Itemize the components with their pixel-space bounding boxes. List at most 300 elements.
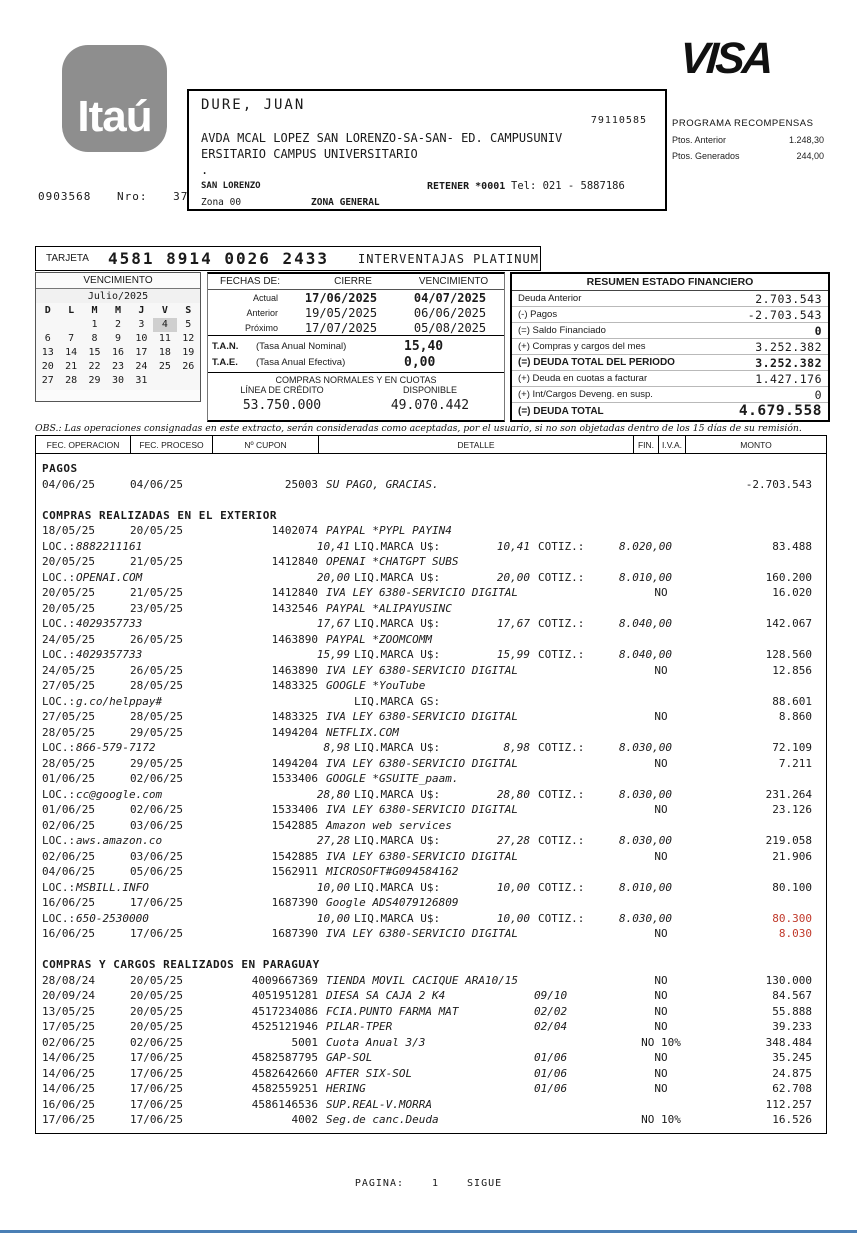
cell-usd-amount: 8,98 [503,741,530,754]
cell-liq-label: LIQ.MARCA U$: [354,880,441,894]
cell-monto [702,895,826,911]
cell-cupon: 4517234086 [251,1004,318,1018]
cell-cupon: 1533406 [271,803,318,816]
cell-cupon: 1687390 [271,927,318,940]
table-row-transaction [36,802,826,818]
table-row-loc-detail [36,740,826,756]
calendar-day: 26 [182,361,195,372]
calendar-day: 17 [135,347,148,358]
summary-row-label: (+) Int/Cargos Deveng. en susp. [518,389,653,400]
cell-monto [702,771,826,787]
calendar-day [177,374,200,388]
cell-fecha-proceso: 28/05/25 [130,679,183,692]
cell-fin-iva: NO [654,1082,668,1095]
cell-detalle: OPENAI *CHATGPT SUBS [326,555,459,568]
rewards-program [672,118,824,167]
zona-name: ZONA GENERAL [311,197,380,208]
cell-detalle: Amazon web services [326,818,452,832]
cell-monto [702,554,826,570]
cell-monto: 35.245 [772,1051,812,1064]
cell-cuota [534,1112,620,1128]
cell-cotiz-rate: 8.030,00 [619,741,672,754]
cell-fin-iva: NO [654,1066,668,1080]
cell-fecha-operacion: 02/06/25 [42,849,95,863]
cell-fin-iva [620,632,702,648]
cell-fecha-proceso: 05/06/25 [130,865,183,878]
cell-liq-amount: 27,28 [316,834,350,847]
cell-monto: 231.264 [765,787,812,801]
col-iva: I.V.A. [659,436,686,453]
summary-row-label: (=) Saldo Financiado [518,325,606,336]
cell-cupon: 4582642660 [251,1066,318,1080]
cell-liq-amount [294,694,350,710]
transactions-table [35,454,827,1134]
table-section-header: PAGOS [42,462,78,475]
table-section-header: COMPRAS REALIZADAS EN EL EXTERIOR [42,508,278,522]
cell-fecha-proceso: 02/06/25 [130,803,183,816]
visa-logo: VISA [678,34,773,83]
calendar-weekday: V [161,305,168,316]
cell-detalle: Cuota Anual 3/3 [326,1035,426,1049]
cell-detalle: GOOGLE *YouTube [326,679,426,692]
cell-detalle: GAP-SOL [326,1051,373,1064]
cell-cotiz-label: COTIZ.: [538,617,585,630]
cell-liq-amount: 10,41 [316,539,350,553]
rate-description: (Tasa Anual Efectiva) [256,356,346,368]
cell-fecha-operacion: 20/05/25 [42,555,95,568]
calendar-day: 2 [114,319,121,330]
cell-fecha-proceso: 02/06/25 [130,1035,183,1049]
cell-fin-iva [620,523,702,539]
cell-cuota [534,678,620,694]
cell-fecha-operacion: 18/05/25 [42,524,95,537]
cierre-date: 17/07/2025 [304,320,378,335]
cell-cupon: 1542885 [271,849,318,863]
summary-row-label: (=) DEUDA TOTAL [518,405,604,417]
cell-monto: 80.300 [772,911,812,925]
cell-monto [702,632,826,648]
cell-monto: 72.109 [772,741,812,754]
cell-fecha-proceso: 20/05/25 [130,524,183,537]
table-row-transaction [36,988,826,1004]
cell-loc-label: LOC.: [42,741,76,754]
table-row-transaction [36,1004,826,1020]
cell-fin-iva [620,1097,702,1113]
cell-usd-amount: 10,00 [496,880,530,894]
address-line-2: ERSITARIO CAMPUS UNIVERSITARIO [201,147,418,161]
cell-fin-iva [620,818,702,834]
retener-code: RETENER *0001 [427,181,506,192]
cell-monto: 84.567 [772,989,812,1002]
customer-name: DURE, JUAN [201,97,306,113]
dates-row [208,290,504,305]
dates-row-label: Anterior [246,307,278,318]
cell-monto: 128.560 [765,648,812,661]
cell-fin-iva: NO [654,663,668,677]
cell-cuota [534,523,620,539]
cell-cupon: 1463890 [271,632,318,646]
table-row-transaction [36,895,826,911]
dates-head-label: FECHAS DE: [220,276,281,287]
rate-value: 15,40 [404,338,444,354]
table-row-transaction [36,1112,826,1128]
cell-monto: 16.020 [772,586,812,599]
cell-monto: 219.058 [765,834,812,847]
table-row-transaction [36,523,826,539]
summary-row [512,307,828,323]
col-monto: MONTO [740,439,772,450]
cell-monto: 23.126 [772,803,812,816]
calendar-day: 14 [65,347,78,358]
cell-loc-value: OPENAI.COM [76,570,143,584]
calendar-day: 31 [135,375,148,386]
cell-cupon: 1463890 [271,663,318,677]
cell-fin-iva: NO [654,710,668,723]
vencimiento-date: 05/08/2025 [413,320,487,335]
calendar-day: 21 [65,361,78,372]
cell-fin-iva: NO [654,973,668,987]
cell-fecha-proceso: 20/05/25 [130,1020,183,1033]
cell-fecha-proceso: 17/06/25 [130,1082,183,1095]
cell-cuota [534,973,620,989]
table-row-loc-detail [36,880,826,896]
summary-row-label: Deuda Anterior [518,293,582,304]
cell-fecha-operacion: 16/06/25 [42,927,95,940]
cell-cupon: 4002 [291,1113,318,1126]
cell-fin-iva: NO [654,989,668,1002]
table-row-loc-detail [36,647,826,663]
vencimiento-date: 06/06/2025 [413,305,487,320]
cell-fecha-operacion: 28/05/25 [42,756,95,770]
cell-cotiz-rate: 8.030,00 [619,911,672,925]
cell-cupon: 4582587795 [251,1051,318,1064]
rates-section [208,335,504,372]
col-fin: FIN. [634,436,659,453]
table-row-transaction [36,926,826,942]
cell-cuota [534,632,620,648]
form-number-line [38,190,206,203]
available-label: DISPONIBLE [402,385,458,395]
cell-detalle: IVA LEY 6380-SERVICIO DIGITAL [326,756,519,770]
summary-row [512,323,828,339]
cell-fecha-operacion: 24/05/25 [42,632,95,646]
rewards-row [672,151,824,161]
table-section-header: COMPRAS Y CARGOS REALIZADOS EN PARAGUAY [42,958,320,971]
cell-fecha-operacion: 17/05/25 [42,1020,95,1033]
calendar-day: 11 [158,333,171,344]
cell-usd-amount: 15,99 [496,648,530,661]
form-number: 0903568 [38,190,92,203]
calendar-day: 1 [91,319,98,330]
rate-description: (Tasa Anual Nominal) [256,340,347,352]
cell-cuota [534,1035,620,1051]
cell-fecha-proceso: 17/06/25 [130,896,183,909]
table-row-transaction [36,709,826,725]
cell-cupon: 1687390 [271,896,318,909]
cell-cupon: 1494204 [271,725,318,739]
cell-loc-value: cc@google.com [76,787,163,801]
cierre-date: 17/06/2025 [304,290,378,305]
rewards-gen-value: 244,00 [796,151,824,161]
cell-cuota [534,1097,620,1113]
cell-fecha-proceso: 17/06/25 [130,927,183,940]
calendar-day: 20 [41,361,54,372]
calendar-day: 7 [68,333,75,344]
cell-monto: 62.708 [772,1082,812,1095]
cell-fin-iva: NO [654,803,668,816]
calendar-day: 10 [135,333,148,344]
cell-fecha-proceso: 20/05/25 [130,973,183,987]
cell-fecha-proceso: 04/06/25 [130,477,183,491]
cell-detalle: IVA LEY 6380-SERVICIO DIGITAL [326,663,519,677]
calendar-day: 8 [91,333,98,344]
cell-monto: 8.860 [778,710,812,723]
cell-monto: 160.200 [765,570,812,584]
cell-fecha-proceso: 29/05/25 [130,725,183,739]
table-row-transaction [36,1097,826,1113]
cell-detalle: PILAR-TPER [326,1020,393,1033]
cell-fecha-proceso: 21/05/25 [130,586,183,599]
cell-cuota [534,709,620,725]
cell-fin-iva [620,678,702,694]
nro-value: 37 [173,190,189,203]
table-header [35,435,827,454]
cell-cuota: 01/06 [534,1066,568,1080]
cell-cuota: 01/06 [534,1082,568,1095]
cell-fecha-operacion: 27/05/25 [42,679,95,692]
table-row-transaction [36,1019,826,1035]
cell-fecha-operacion: 20/05/25 [42,586,95,599]
calendar-day: 18 [158,347,171,358]
table-row-transaction [36,771,826,787]
cell-cupon: 1402074 [271,524,318,537]
calendar-day: 6 [44,333,51,344]
table-row-transaction [36,1035,826,1051]
calendar-weekday: J [138,305,145,316]
cell-fecha-operacion: 28/08/24 [42,973,95,987]
cell-fecha-operacion: 16/06/25 [42,1097,95,1111]
cell-loc-label: LOC.: [42,648,76,661]
cell-liq-label: LIQ.MARCA U$: [354,539,441,553]
cell-detalle: IVA LEY 6380-SERVICIO DIGITAL [326,586,519,599]
calendar-day: 5 [185,319,192,330]
cell-fin-iva [620,554,702,570]
financial-summary-box [510,272,830,422]
cell-fin-iva: NO [654,586,668,599]
table-blank-row [36,942,826,958]
cell-usd-amount: 10,00 [496,911,530,925]
cell-monto: 112.257 [765,1097,812,1111]
calendar-day: 25 [158,361,171,372]
card-label: TARJETA [46,253,89,264]
summary-row-value: -2.703.543 [747,307,822,322]
cell-cupon: 4582559251 [251,1082,318,1095]
cell-detalle: FCIA.PUNTO FARMA MAT [326,1004,459,1018]
summary-row-value: 2.703.543 [755,291,822,306]
calendar-day: 28 [65,375,78,386]
cell-cuota [534,818,620,834]
itau-logo [62,45,167,152]
cell-liq-amount: 8,98 [323,741,350,754]
col-fec-operacion: FEC. OPERACION [36,436,131,453]
cell-fecha-proceso: 03/06/25 [130,818,183,832]
calendar-weekday: D [44,305,51,316]
cell-fin-iva: NO 10% [641,1035,681,1049]
cell-monto [702,601,826,617]
cell-monto: 142.067 [765,617,812,630]
cell-fecha-proceso: 29/05/25 [130,756,183,770]
cell-fecha-proceso: 20/05/25 [130,989,183,1002]
address-box [187,89,667,211]
cell-monto: 55.888 [772,1004,812,1018]
cell-monto [702,864,826,880]
summary-row [512,339,828,355]
cell-detalle: NETFLIX.COM [326,725,399,739]
col-detalle: DETALLE [319,436,634,453]
cell-liq-label: LIQ.MARCA U$: [354,741,441,754]
credit-title: COMPRAS NORMALES Y EN CUOTAS [275,375,437,385]
table-row-loc-detail [36,833,826,849]
calendar-day: 24 [135,361,148,372]
cell-cupon: 5001 [291,1035,318,1049]
summary-row-label: (+) Deuda en cuotas a facturar [518,373,648,384]
cell-loc-label: LOC.: [42,834,76,847]
cell-fecha-operacion: 17/06/25 [42,1113,95,1126]
calendar-day: 3 [138,319,145,330]
summary-row-value: 0 [814,323,822,338]
cell-cuota [534,756,620,772]
cell-fecha-proceso: 21/05/25 [130,555,183,568]
cell-liq-amount: 17,67 [316,617,350,630]
calendar-title: VENCIMIENTO [36,273,200,289]
cell-fecha-proceso: 02/06/25 [130,772,183,785]
cell-usd-amount: 28,80 [496,787,530,801]
cell-fin-iva [620,895,702,911]
table-row-transaction [36,756,826,772]
cell-cuota [534,895,620,911]
cell-fin-iva [620,864,702,880]
cell-monto [702,818,826,834]
table-row-transaction [36,632,826,648]
cell-cuota [534,663,620,679]
calendar-day: 23 [111,361,125,372]
cell-fecha-proceso: 28/05/25 [130,710,183,723]
calendar-day [36,318,59,332]
cell-loc-value: g.co/helppay# [76,694,163,708]
table-row-transaction [36,663,826,679]
col-cupon: Nº CUPON [213,436,319,453]
cell-cotiz-label [530,694,586,710]
available-value: 49.070.442 [390,398,470,413]
cell-loc-value: MSBILL.INFO [76,880,149,894]
cell-detalle: MICROSOFT#G094584162 [326,865,459,878]
cell-detalle: SU PAGO, GRACIAS. [326,477,439,491]
pagina-label: PAGINA: [354,1178,404,1189]
cell-monto: 8.030 [778,927,812,940]
cell-cuota [534,554,620,570]
cell-cotiz-label: COTIZ.: [538,834,585,847]
cell-detalle: DIESA SA CAJA 2 K4 [326,989,446,1002]
cell-detalle: IVA LEY 6380-SERVICIO DIGITAL [326,927,519,940]
cell-loc-label: LOC.: [42,617,76,630]
table-row-loc-detail [36,539,826,555]
table-row-transaction [36,1050,826,1066]
summary-row-value: 0 [814,387,822,402]
cell-cupon: 4051951281 [251,989,318,1002]
cell-loc-value: 8882211161 [76,539,143,553]
cell-fecha-operacion: 28/05/25 [42,725,95,739]
table-row-transaction [36,1066,826,1082]
cell-cupon: 1483325 [271,710,318,723]
cell-monto: 21.906 [772,849,812,863]
cell-cuota [534,585,620,601]
cell-detalle: Seg.de canc.Deuda [326,1113,439,1126]
cell-detalle: PAYPAL *PYPL PAYIN4 [326,524,452,537]
cell-usd-amount: 10,41 [496,539,530,553]
cell-fecha-operacion: 04/06/25 [42,477,95,491]
cell-detalle: IVA LEY 6380-SERVICIO DIGITAL [326,803,519,816]
rate-abbr: T.A.E. [212,356,238,368]
cell-cotiz-rate: 8.030,00 [619,787,672,801]
cell-fecha-proceso: 17/06/25 [130,1051,183,1064]
cell-cuota: 02/02 [534,1004,568,1018]
cell-liq-label: LIQ.MARCA U$: [354,787,441,801]
cell-liq-amount: 10,00 [316,911,350,925]
cell-fecha-operacion: 20/05/25 [42,601,95,615]
cell-liq-amount: 28,80 [316,787,350,801]
cell-detalle: HERING [326,1082,366,1095]
cell-cupon: 1542885 [271,818,318,832]
cell-monto: 24.875 [772,1066,812,1080]
cell-cuota [534,864,620,880]
cell-cuota: 02/04 [534,1020,568,1033]
card-strip [35,246,541,271]
rewards-prev-label: Ptos. Anterior [672,135,727,145]
table-row-transaction [36,554,826,570]
summary-row [512,403,828,419]
table-row-loc-detail [36,911,826,927]
cell-fecha-proceso: 26/05/25 [130,632,183,646]
cell-usd-amount: 20,00 [496,570,530,584]
cell-detalle: IVA LEY 6380-SERVICIO DIGITAL [326,849,519,863]
summary-row-value: 4.679.558 [738,403,822,419]
cell-fecha-proceso: 03/06/25 [130,849,183,863]
summary-row-value: 1.427.176 [755,371,822,386]
city-label: SAN LORENZO [201,181,261,191]
cell-cotiz-rate: 8.020,00 [619,539,672,553]
credit-line-section [208,372,504,413]
cell-fecha-proceso: 17/06/25 [130,1097,183,1111]
cell-fin-iva: NO [654,1051,668,1064]
page-number: 1 [432,1178,440,1189]
cell-monto: 348.484 [765,1035,812,1049]
cell-detalle: Google ADS4079126809 [326,896,459,909]
cell-fecha-operacion: 14/06/25 [42,1066,95,1080]
summary-row-label: (+) Compras y cargos del mes [518,341,646,352]
dates-col-cierre: CIERRE [334,276,372,287]
vencimiento-date: 04/07/2025 [413,290,487,305]
table-row-loc-detail [36,787,826,803]
cell-cupon: 4525121946 [251,1020,318,1033]
cell-cotiz-rate: 8.010,00 [619,570,672,584]
cell-monto: 12.856 [772,663,812,677]
calendar-day: 9 [114,333,121,344]
cell-detalle: AFTER SIX-SOL [326,1066,413,1080]
address-line-3: . [201,163,209,177]
cell-cupon: 25003 [284,477,318,491]
cell-fecha-proceso: 17/06/25 [130,1113,183,1126]
cell-fin-iva [620,601,702,617]
